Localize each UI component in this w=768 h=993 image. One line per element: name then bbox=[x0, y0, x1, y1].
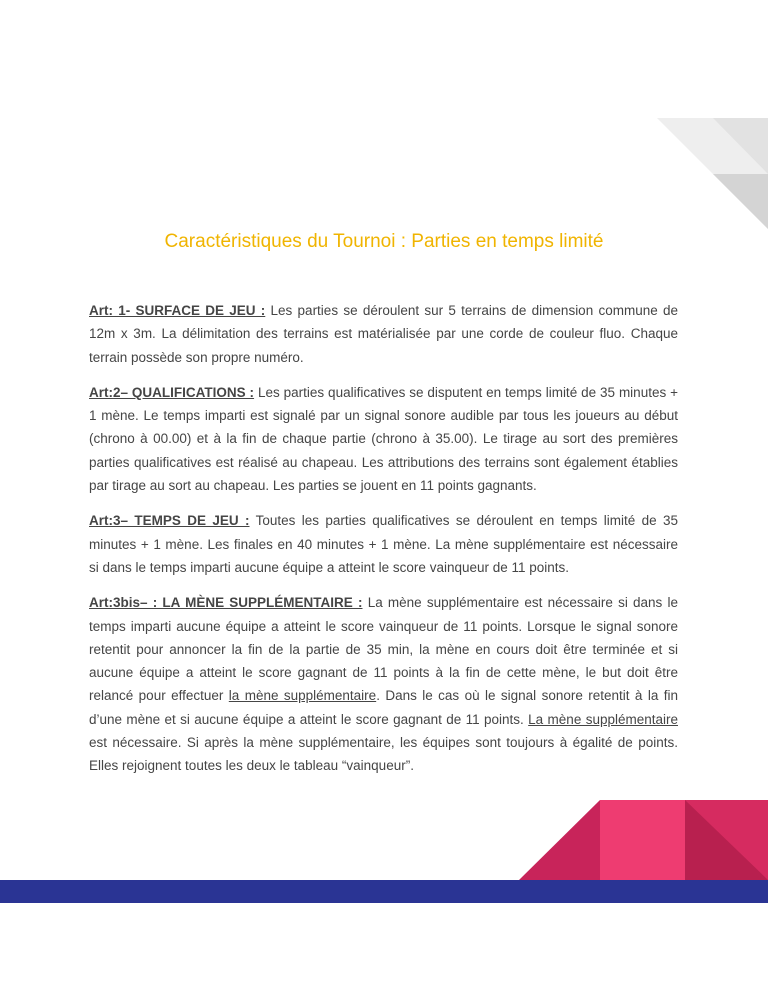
document-title: Caractéristiques du Tournoi : Parties en temps limité bbox=[164, 231, 604, 252]
article-1 bbox=[89, 299, 678, 369]
corner-crimson-left bbox=[519, 800, 600, 880]
article-3bis-text-3: est nécessaire. Si après la mène supplémentaire, les équipes sont toujours à égalité de points. Elles rejoignent toutes les deux le tableau “vainqueur”. bbox=[89, 735, 678, 774]
article-3bis-heading: Art:3bis– : LA MÈNE SUPPLÉMENTAIRE : bbox=[89, 595, 363, 611]
article-3-heading: Art:3– TEMPS DE JEU : bbox=[89, 513, 250, 529]
article-2-text: Les parties qualificatives se disputent en temps limité de 35 minutes + 1 mène. Le temps imparti est signalé par un signal sonore audible par tous les joueurs au début (chrono à 00.00) et à la fin de chaque partie (chrono à 35.00). Le tirage au sort des premières parties qualificatives est réalisé au chapeau. Les attributions des terrains sont également établies par tirage au sort au chapeau. Les parties se jouent en 11 points gagnants. bbox=[89, 384, 678, 494]
document-body bbox=[89, 299, 678, 790]
corner-gray-dark bbox=[713, 174, 768, 229]
article-2-heading: Art:2– QUALIFICATIONS : bbox=[89, 384, 255, 400]
article-3bis-text-1: La mène supplémentaire est nécessaire si dans le temps imparti aucune équipe a atteint le score vainqueur de 11 points. Lorsque le signal sonore retentit pour annoncer la fin de la partie de 35 min, la mène en cours doit être terminée et si aucune équipe a atteint le score gagnant de 11 points à la fin de cette mène, le but doit être relancé pour effectuer bbox=[89, 595, 678, 704]
article-3bis-text-2: . Dans le cas où le signal sonore retentit à la fin d’une mène et si aucune équipe a atteint le score gagnant de 11 points. bbox=[89, 688, 678, 727]
article-3 bbox=[89, 509, 678, 579]
article-2 bbox=[89, 381, 678, 497]
bottom-band bbox=[0, 880, 768, 903]
article-3bis-underlined-1: la mène supplémentaire bbox=[228, 688, 377, 704]
article-1-text: Les parties se déroulent sur 5 terrains de dimension commune de 12m x 3m. La délimitation des terrains est matérialisée par une corde de couleur fluo. Chaque terrain possède son propre numéro. bbox=[89, 303, 678, 365]
article-3bis bbox=[89, 591, 678, 777]
article-1-heading: Art: 1- SURFACE DE JEU : bbox=[89, 303, 266, 318]
corner-pink-block bbox=[600, 800, 685, 880]
article-3bis-underlined-2: La mène supplémentaire bbox=[528, 711, 678, 727]
article-3-text: Toutes les parties qualificatives se déroulent en temps limité de 35 minutes + 1 mène. Les finales en 40 minutes + 1 mène. La mène supplémentaire est nécessaire si dans le temps imparti aucune équipe a atteint le score vainqueur de 11 points. bbox=[89, 513, 678, 575]
